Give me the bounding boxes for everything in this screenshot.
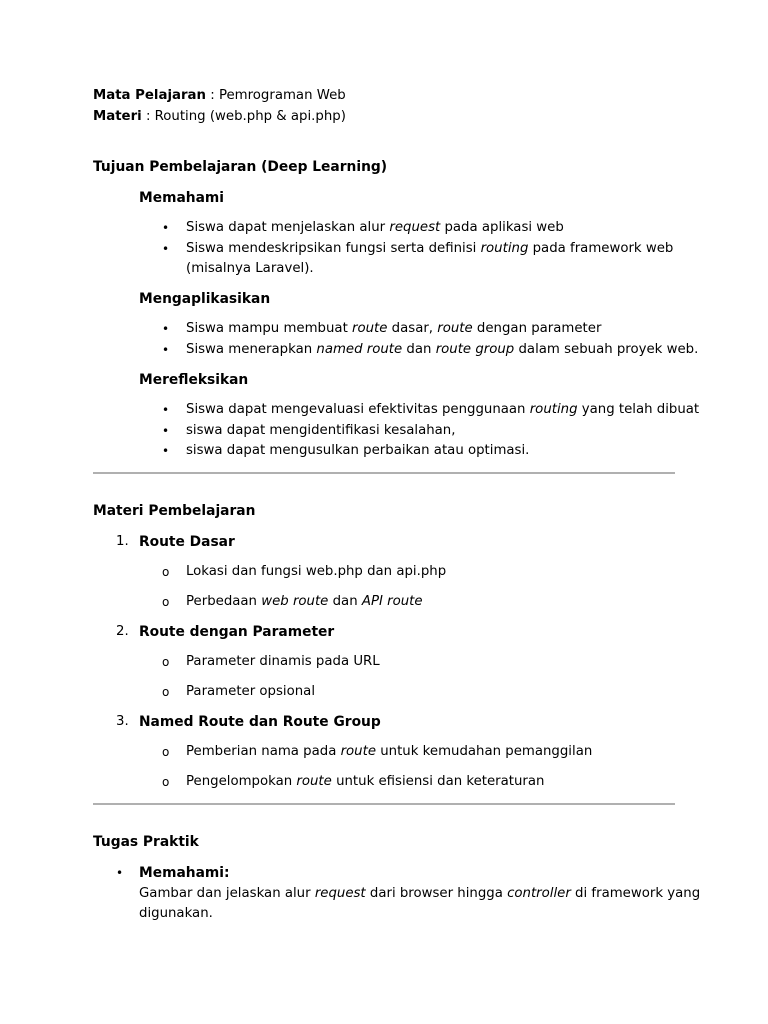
material-line	[93, 107, 346, 127]
bullet: •	[162, 242, 170, 256]
circle-bullet: o	[162, 565, 170, 579]
circle-bullet: o	[162, 685, 170, 699]
task-title: Tugas Praktik	[93, 834, 199, 850]
circle-bullet: o	[162, 745, 170, 759]
bullet: •	[162, 221, 170, 235]
list-item: Siswa dapat mengevaluasi efektivitas penggunaan routing yang telah dibuat	[186, 402, 700, 417]
material-title: Materi Pembelajaran	[93, 503, 256, 519]
list-item: Perbedaan web route dan API route	[186, 594, 423, 609]
list-item: siswa dapat mengusulkan perbaikan atau optimasi.	[186, 443, 530, 458]
list-item: Siswa mampu membuat route dasar, route dengan parameter	[186, 321, 602, 336]
subject-label: Mata Pelajaran	[93, 88, 206, 103]
section-title: Named Route dan Route Group	[139, 714, 381, 730]
section-title: Route dengan Parameter	[139, 624, 335, 640]
list-item: Siswa menerapkan named route dan route group dalam sebuah proyek web.	[186, 342, 699, 357]
bullet: •	[162, 322, 170, 336]
circle-bullet: o	[162, 655, 170, 669]
list-number: 3.	[116, 714, 129, 729]
list-item: Pemberian nama pada route untuk kemudahan pemanggilan	[186, 744, 593, 759]
material-label: Materi	[93, 109, 142, 124]
bullet: •	[116, 866, 124, 880]
subject-value: : Pemrograman Web	[210, 88, 346, 103]
list-item: Lokasi dan fungsi web.php dan api.php	[186, 564, 447, 579]
list-item: Pengelompokan route untuk efisiensi dan keteraturan	[186, 774, 545, 789]
horizontal-divider	[93, 472, 675, 474]
list-number: 1.	[116, 534, 129, 549]
list-item: Parameter dinamis pada URL	[186, 654, 380, 669]
horizontal-divider	[93, 803, 675, 805]
task-item-title: Memahami:	[139, 865, 230, 881]
material-value: : Routing (web.php & api.php)	[145, 109, 346, 124]
subject-line	[93, 86, 346, 106]
task-item-text: Gambar dan jelaskan alur request dari browser hingga controller di framework yang	[139, 886, 701, 901]
list-item: Siswa dapat menjelaskan alur request pada aplikasi web	[186, 220, 564, 235]
section-title: Route Dasar	[139, 534, 235, 550]
list-item: Siswa mendeskripsikan fungsi serta definisi routing pada framework web	[186, 241, 674, 256]
list-item-continuation: (misalnya Laravel).	[186, 261, 314, 276]
bullet: •	[162, 424, 170, 438]
list-item: Parameter opsional	[186, 684, 316, 699]
circle-bullet: o	[162, 595, 170, 609]
apply-title: Mengaplikasikan	[139, 291, 271, 307]
list-item: siswa dapat mengidentifikasi kesalahan,	[186, 423, 456, 438]
goals-title: Tujuan Pembelajaran (Deep Learning)	[93, 159, 388, 175]
task-item-text-continuation: digunakan.	[139, 906, 213, 921]
bullet: •	[162, 403, 170, 417]
understand-title: Memahami	[139, 190, 225, 206]
bullet: •	[162, 343, 170, 357]
list-number: 2.	[116, 624, 129, 639]
reflect-title: Merefleksikan	[139, 372, 249, 388]
bullet: •	[162, 444, 170, 458]
circle-bullet: o	[162, 775, 170, 789]
